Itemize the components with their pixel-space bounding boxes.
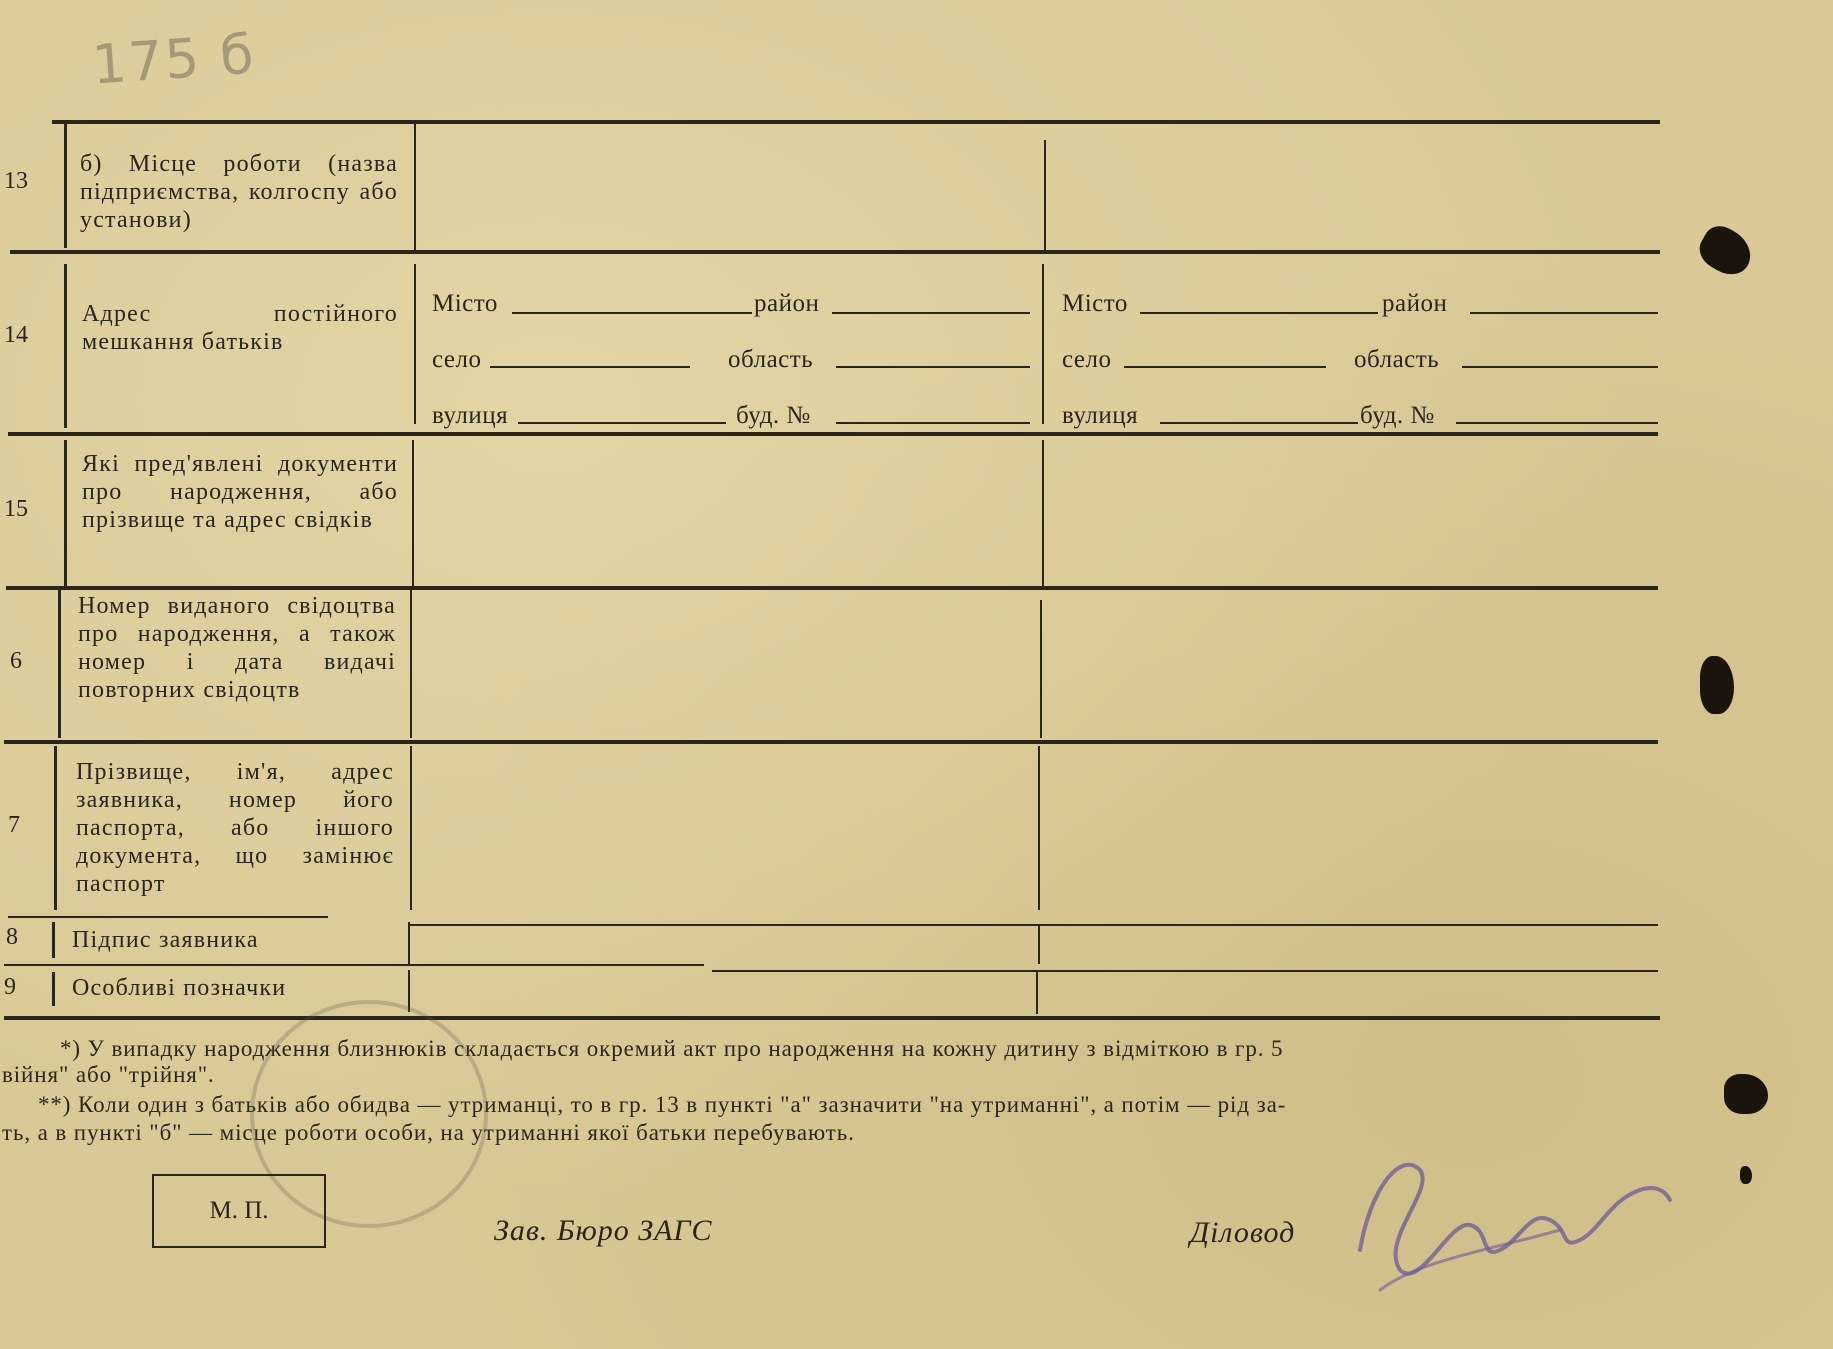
- row-divider: [58, 590, 61, 738]
- row-divider: [64, 264, 67, 428]
- right-region-label: область: [1354, 346, 1440, 373]
- left-street-label: вулиця: [432, 402, 509, 429]
- footnote-twins: *) У випадку народження близнюків складається окремий акт про народження на кожну дитину з відміткою в гр. 5: [60, 1036, 1284, 1061]
- head-of-registry-label: Зав. Бюро ЗАГС: [494, 1214, 713, 1247]
- left-region-blank: [836, 366, 1030, 368]
- binding-hole: [1693, 220, 1759, 282]
- right-village-label: село: [1062, 346, 1112, 373]
- column-divider: [412, 440, 414, 586]
- footnote-dependents-continued: ть, а в пункті "б" — місце роботи особи, на утриманні якої батьки перебувають.: [2, 1120, 855, 1145]
- left-region-label: область: [728, 346, 814, 373]
- column-divider: [1042, 264, 1044, 424]
- column-divider: [1042, 440, 1044, 586]
- right-street-blank: [1160, 422, 1358, 424]
- row-divider: [52, 922, 55, 958]
- column-divider: [414, 122, 416, 254]
- column-divider: [1036, 972, 1038, 1014]
- handwritten-archive-number: 175 б: [90, 22, 258, 97]
- row-number-14: 14: [4, 322, 28, 348]
- row-14-label: Адрес постійного мешкання батьків: [82, 301, 398, 355]
- left-village-blank: [490, 366, 690, 368]
- row-number-6: 6: [10, 648, 22, 674]
- column-divider: [410, 590, 412, 738]
- right-street-label: вулиця: [1062, 402, 1139, 429]
- row-13-label: б) Місце роботи (назва підприємства, колгоспу або установи): [80, 151, 398, 233]
- left-village-label: село: [432, 346, 482, 373]
- row-separator: [6, 586, 1658, 590]
- row-6-label: Номер виданого свідоцтва про народження, а також номер і дата видачі повторних свідоцтв: [78, 593, 396, 703]
- row-separator: [4, 964, 704, 966]
- left-city-blank: [512, 312, 752, 314]
- right-building-blank: [1456, 422, 1658, 424]
- left-district-label: район: [754, 290, 820, 317]
- column-divider: [1038, 924, 1040, 964]
- right-region-blank: [1462, 366, 1658, 368]
- column-divider: [1038, 746, 1040, 910]
- table-top-border: [52, 120, 1660, 124]
- row-separator: [8, 432, 1658, 436]
- left-building-blank: [836, 422, 1030, 424]
- row-separator: [8, 916, 328, 918]
- binding-hole: [1740, 1166, 1752, 1184]
- row-number-7: 7: [8, 812, 20, 838]
- row-number-13: 13: [4, 168, 28, 194]
- left-street-blank: [518, 422, 726, 424]
- row-divider: [64, 122, 67, 248]
- row-separator: [712, 970, 1658, 972]
- seal-place-box: М. П.: [152, 1174, 326, 1248]
- row-separator: [10, 250, 1660, 254]
- left-district-blank: [832, 312, 1030, 314]
- column-divider: [1040, 600, 1042, 738]
- row-8-label: Підпис заявника: [72, 927, 259, 953]
- column-divider: [408, 922, 410, 964]
- row-divider: [54, 746, 57, 910]
- row-9-label: Особливі позначки: [72, 975, 287, 1001]
- footnote-twins-continued: війня" або "трійня".: [2, 1062, 215, 1087]
- table-bottom-border: [4, 1016, 1660, 1020]
- left-building-label: буд. №: [736, 402, 811, 429]
- binding-hole: [1724, 1074, 1768, 1114]
- row-separator: [4, 740, 1658, 744]
- row-number-15: 15: [4, 496, 28, 522]
- row-7-label: Прізвище, ім'я, адрес заявника, номер його паспорта, або іншого документа, що замінює паспорт: [76, 759, 394, 897]
- footnote-dependents: **) Коли один з батьків або обидва — утриманці, то в гр. 13 в пункті "а" зазначити "на утриманні", а потім — рід за-: [38, 1092, 1287, 1117]
- row-number-9: 9: [4, 974, 16, 1000]
- row-15-label: Які пред'явлені документи про народження, або прізвище та адрес свідків: [82, 451, 398, 533]
- left-city-label: Місто: [432, 290, 498, 317]
- column-divider: [414, 264, 416, 424]
- row-divider: [52, 972, 55, 1006]
- binding-hole: [1700, 656, 1734, 714]
- row-separator: [410, 924, 1658, 926]
- row-number-8: 8: [6, 924, 18, 950]
- right-city-blank: [1140, 312, 1378, 314]
- clerk-signature: [1340, 1130, 1680, 1310]
- row-divider: [64, 440, 67, 586]
- right-district-blank: [1470, 312, 1658, 314]
- right-building-label: буд. №: [1360, 402, 1435, 429]
- right-district-label: район: [1382, 290, 1448, 317]
- column-divider: [410, 746, 412, 910]
- right-city-label: Місто: [1062, 290, 1128, 317]
- right-village-blank: [1124, 366, 1326, 368]
- clerk-label: Діловод: [1190, 1216, 1296, 1249]
- column-divider: [1044, 140, 1046, 254]
